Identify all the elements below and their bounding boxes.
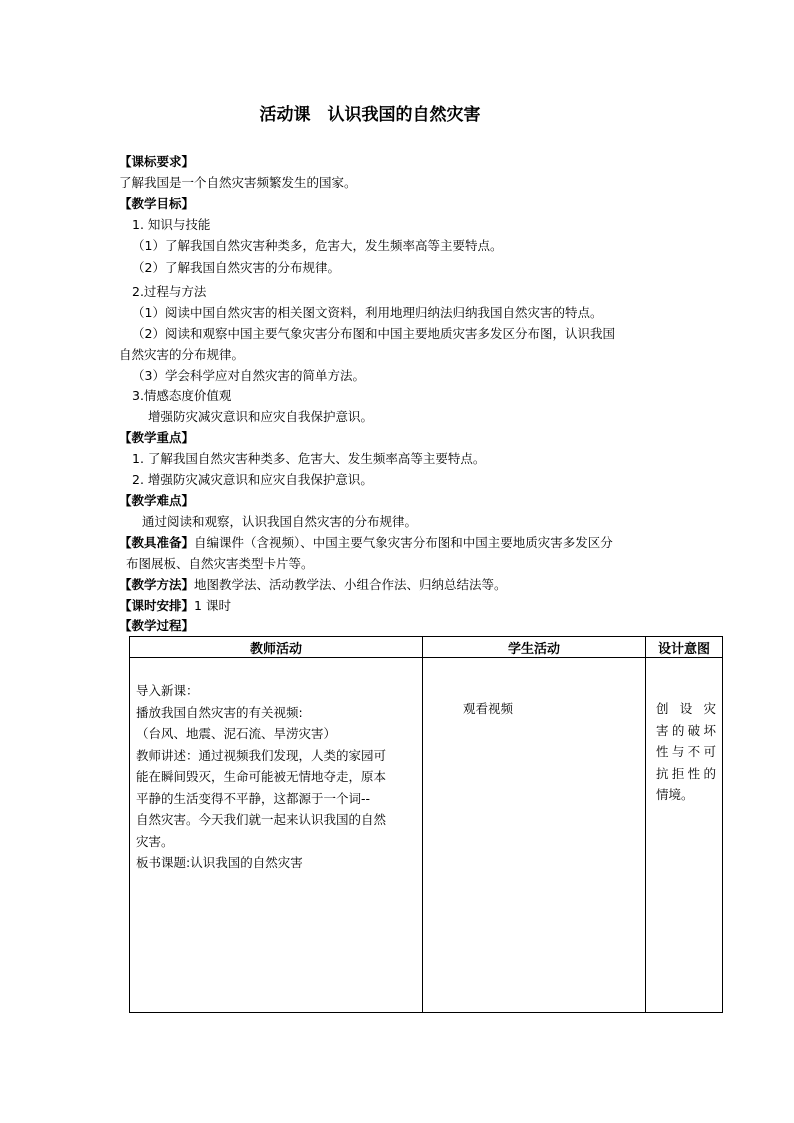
teacher-line: 板书课题:认识我国的自然灾害 [136, 855, 303, 870]
teacher-activity-cell [130, 658, 423, 1013]
goal-process-item-2a: （2）阅读和观察中国主要气象灾害分布图和中国主要地质灾害多发区分布图，认识我国 [132, 326, 615, 341]
goal-attitude-item-1: 增强防灾减灾意识和应灾自我保护意识。 [148, 409, 374, 424]
table-row [130, 658, 723, 1013]
teaching-process-table [129, 636, 723, 1013]
key-point-1: 1. 了解我国自然灾害种类多、危害大、发生频率高等主要特点。 [132, 451, 486, 466]
goal-process-methods: 2.过程与方法 [132, 284, 207, 299]
teacher-line: 播放我国自然灾害的有关视频: [136, 704, 303, 720]
teacher-line: 平静的生活变得不平静，这都源于一个词-- [136, 790, 371, 806]
table-header-row [130, 637, 723, 658]
goal-process-item-2b: 自然灾害的分布规律。 [119, 347, 245, 362]
materials-header: 【教具准备】 [119, 535, 195, 550]
materials-line-1 [119, 534, 613, 552]
goal-process-item-3: （3）学会科学应对自然灾害的简单方法。 [132, 368, 365, 383]
teacher-line: 能在瞬间毁灭，生命可能被无情地夺走，原本 [136, 769, 387, 784]
materials-text-a: 自编课件（含视频）、中国主要气象灾害分布图和中国主要地质灾害多发区分 [194, 535, 613, 550]
materials-text-b: 布图展板、自然灾害类型卡片等。 [126, 556, 314, 571]
schedule-header: 【课时安排】 [119, 598, 195, 613]
schedule-text: 1 课时 [194, 598, 231, 613]
design-intent-line: 害的破坏 [656, 722, 716, 738]
design-intent-line: 创设灾 [656, 701, 716, 716]
goal-knowledge-item-2: （2）了解我国自然灾害的分布规律。 [132, 260, 340, 275]
goal-attitude-values: 3.情感态度价值观 [132, 388, 232, 403]
teacher-line: 导入新课： [136, 683, 199, 698]
teacher-line: 教师讲述：通过视频我们发现，人类的家园可 [136, 747, 387, 763]
goal-knowledge-skills: 1. 知识与技能 [132, 217, 211, 232]
methods-header: 【教学方法】 [119, 577, 195, 592]
design-intent-header: 设计意图 [646, 637, 723, 658]
student-activity-cell [423, 658, 646, 1013]
key-points-header: 【教学重点】 [119, 430, 195, 445]
methods-line [119, 576, 507, 594]
curriculum-standard-text: 了解我国是一个自然灾害频繁发生的国家。 [119, 175, 357, 190]
schedule-line [119, 597, 231, 615]
methods-text: 地图教学法、活动教学法、小组合作法、归纳总结法等。 [194, 577, 507, 592]
curriculum-standard-header: 【课标要求】 [119, 154, 195, 169]
goal-process-item-1: （1）阅读中国自然灾害的相关图文资料，利用地理归纳法归纳我国自然灾害的特点。 [132, 305, 603, 320]
goal-knowledge-item-1: （1）了解我国自然灾害种类多，危害大，发生频率高等主要特点。 [132, 238, 503, 253]
page-title: 活动课 认识我国的自然灾害 [259, 105, 481, 125]
teaching-goals-header: 【教学目标】 [119, 196, 195, 211]
student-activity-header: 学生活动 [423, 637, 646, 658]
key-point-2: 2. 增强防灾减灾意识和应灾自我保护意识。 [132, 472, 373, 487]
design-intent-line: 抗拒性的 [656, 765, 716, 781]
teacher-line: （台风、地震、泥石流、旱涝灾害） [136, 726, 337, 741]
teacher-line: 自然灾害。今天我们就一起来认识我国的自然 [136, 812, 387, 827]
difficulty-text: 通过阅读和观察，认识我国自然灾害的分布规律。 [142, 514, 418, 529]
design-intent-line: 性与不可 [656, 744, 716, 759]
design-intent-line: 情境。 [656, 787, 694, 802]
process-header: 【教学过程】 [119, 618, 195, 633]
teacher-line: 灾害。 [136, 833, 174, 849]
teacher-activity-header: 教师活动 [130, 637, 423, 658]
design-intent-cell [646, 658, 723, 1013]
student-activity-text: 观看视频 [463, 701, 514, 716]
difficulty-header: 【教学难点】 [119, 493, 195, 508]
